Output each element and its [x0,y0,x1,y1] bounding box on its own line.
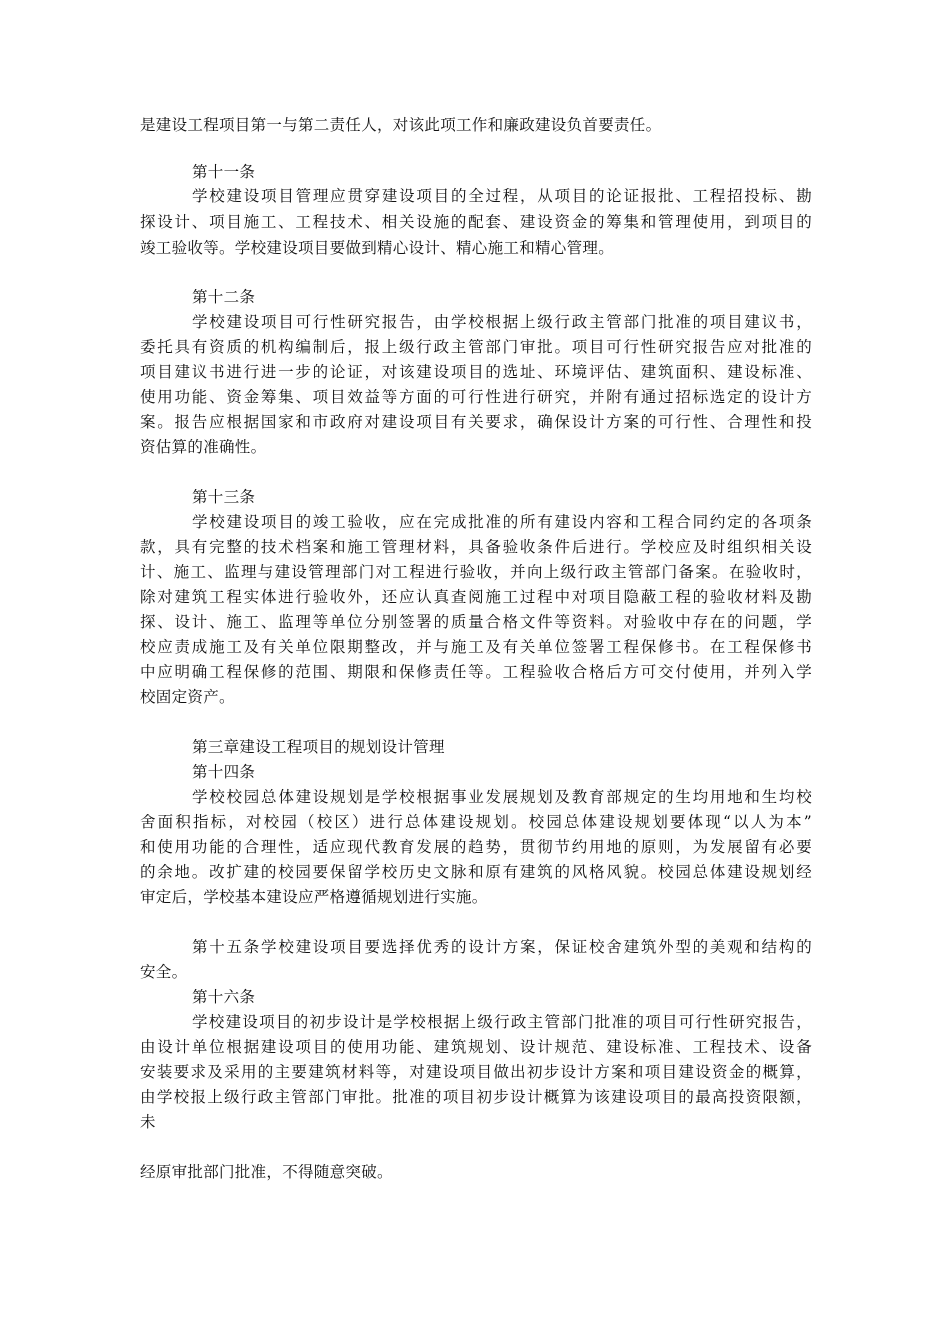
text-line: 和使用功能的合理性，适应现代教育发展的趋势，贯彻节约用地的原则，为发展留有必要 [140,838,812,856]
chapter-heading: 第三章建设工程项目的规划设计管理 [192,738,445,756]
text-line: 委托具有资质的机构编制后，报上级行政主管部门审批。项目可行性研究报告应对批准的 [140,338,812,356]
text-line: 学校建设项目可行性研究报告，由学校根据上级行政主管部门批准的项目建议书， [192,313,812,331]
article-heading: 第十二条 [192,288,256,306]
text-line: 中应明确工程保修的范围、期限和保修责任等。工程验收合格后方可交付使用，并列入学 [140,663,812,681]
text-line: 校应责成施工及有关单位限期整改，并与施工及有关单位签署工程保修书。在工程保修书 [140,638,812,656]
text-line: 安全。 [140,963,188,981]
article-heading: 第十一条 [192,163,256,181]
text-line: 学校建设项目的初步设计是学校根据上级行政主管部门批准的项目可行性研究报告， [192,1013,812,1031]
text-line: 由学校报上级行政主管部门审批。批准的项目初步设计概算为该建设项目的最高投资限额， [140,1088,812,1106]
text-line: 学校校园总体建设规划是学校根据事业发展规划及教育部规定的生均用地和生均校 [192,788,812,806]
text-line: 舍面积指标，对校园（校区）进行总体建设规划。校园总体建设规划要体现“以人为本” [140,813,812,831]
text-line: 竣工验收等。学校建设项目要做到精心设计、精心施工和精心管理。 [140,239,615,257]
text-line: 款，具有完整的技术档案和施工管理材料，具备验收条件后进行。学校应及时组织相关设 [140,538,812,556]
text-line: 未 [140,1113,156,1131]
text-line: 校固定资产。 [140,688,235,706]
text-line: 审定后，学校基本建设应严格遵循规划进行实施。 [140,888,488,906]
text-line: 案。报告应根据国家和市政府对建设项目有关要求，确保设计方案的可行性、合理性和投 [140,413,812,431]
text-line: 使用功能、资金筹集、项目效益等方面的可行性进行研究，并附有通过招标选定的设计方 [140,388,812,406]
text-line: 学校建设项目的竣工验收，应在完成批准的所有建设内容和工程合同约定的各项条 [192,513,812,531]
text-line: 经原审批部门批准，不得随意突破。 [140,1163,393,1181]
text-line: 计、施工、监理与建设管理部门对工程进行验收，并向上级行政主管部门备案。在验收时， [140,563,812,581]
article-heading: 第十六条 [192,988,256,1006]
text-line: 除对建筑工程实体进行验收外，还应认真查阅施工过程中对项目隐蔽工程的验收材料及勘 [140,588,812,606]
text-line: 安装要求及采用的主要建筑材料等，对建设项目做出初步设计方案和项目建设资金的概算， [140,1063,812,1081]
article-heading: 第十三条 [192,488,256,506]
text-line: 由设计单位根据建设项目的使用功能、建筑规划、设计规范、建设标准、工程技术、设备 [140,1038,812,1056]
text-line: 探设计、项目施工、工程技术、相关设施的配套、建设资金的筹集和管理使用，到项目的 [140,213,812,231]
text-line: 是建设工程项目第一与第二责任人，对该此项工作和廉政建设负首要责任。 [140,116,662,134]
text-line: 探、设计、施工、监理等单位分别签署的质量合格文件等资料。对验收中存在的问题，学 [140,613,812,631]
text-line: 学校建设项目管理应贯穿建设项目的全过程，从项目的论证报批、工程招投标、勘 [192,187,812,205]
article-heading: 第十四条 [192,763,256,781]
article-heading: 第十五条学校建设项目要选择优秀的设计方案，保证校舍建筑外型的美观和结构的 [192,938,812,956]
text-line: 资估算的准确性。 [140,438,267,456]
text-line: 的余地。改扩建的校园要保留学校历史文脉和原有建筑的风格风貌。校园总体建设规划经 [140,863,812,881]
text-line: 项目建议书进行进一步的论证，对该建设项目的选址、环境评估、建筑面积、建设标准、 [140,363,812,381]
